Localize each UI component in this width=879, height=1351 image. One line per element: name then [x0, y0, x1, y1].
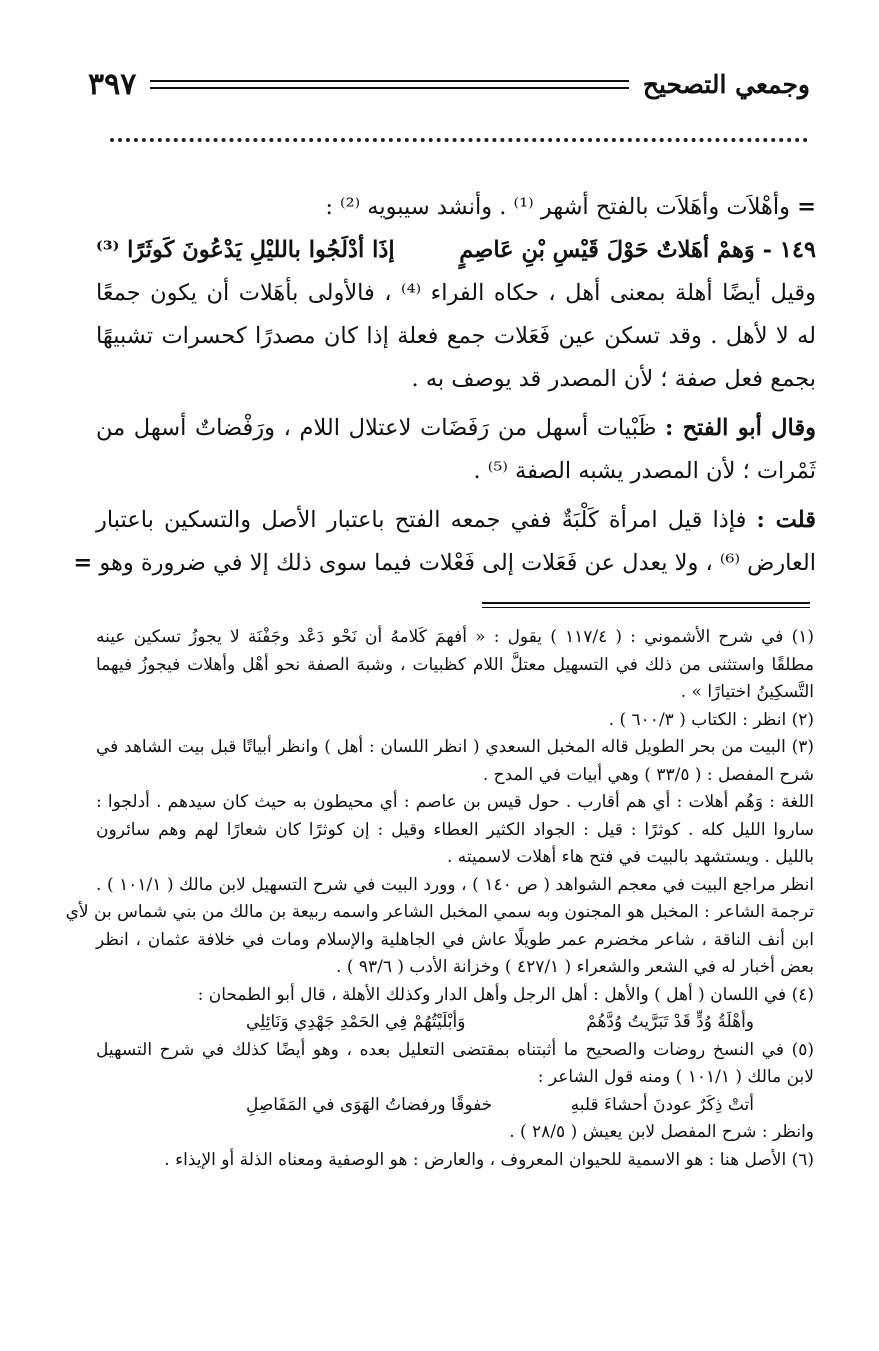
dotted-separator: [110, 138, 808, 142]
footnote-line: بعض أخبار له في الشعر والشعراء ( ٤٢٧/١ ) وخزانة الأدب ( ٩٣/٦ ) .: [336, 957, 814, 977]
text-line: = وأهْلاَت وأهَلاَت بالفتح أشهر ⁽¹⁾ . وأنشد سيبويه ⁽²⁾ :: [325, 194, 816, 220]
footnote-line: انظر مراجع البيت في معجم الشواهد ( ص ١٤٠ ) ، وورد البيت في شرح التسهيل لابن مالك ( ١٠١/١ ) .: [96, 874, 815, 895]
verse-second-hemistich: إذَا أدْلَجُوا بالليْلِ يَدْعُونَ كَوثَرًا ⁽³⁾: [96, 237, 395, 263]
footnote-line: ترجمة الشاعر : المخبل هو المجنون وبه سمي المخبل الشاعر واسمه ربيعة بن مالك من بني شماس بن لأي: [65, 902, 814, 922]
text-line: وقال أبو الفتح : ظَبْيات أسهل من رَفَضَات لاعتلال اللام ، ورَفْضاتٌ أسهل من: [96, 415, 817, 441]
continuation-mark: =: [797, 194, 816, 220]
footnote-line: (١) في شرح الأشموني : ( ١١٧/٤ ) يقول : « أفهمَ كَلامهُ أن نَحْو دَعْد وجَفْنَة لا يجوزُ تسكين عينه: [96, 627, 815, 647]
verse-number: ١٤٩ -: [762, 237, 816, 263]
footnote-line: (٤) في اللسان ( أهل ) والأهل : أهل الرجل وأهل الدار وكذلك الأهلة ، قال أبو الطمحان :: [197, 984, 814, 1005]
main-text: [73, 186, 817, 585]
footnote-verse-first: وأهْلَةُ وُدٍّ قَدْ تَبَرَّيتُ وُدَّهُمْ: [586, 1012, 754, 1032]
running-title: وجمعي التصحيح: [642, 69, 810, 99]
footnote-line: (٦) الأصل هنا : هو الاسمية للحيوان المعروف ، والعارض : هو الوصفية ومعناه الذلة أو الإيذاء .: [164, 1149, 814, 1170]
footnote-line: وانظر : شرح المفصل لابن يعيش ( ٢٨/٥ ) .: [509, 1122, 814, 1142]
speaker-label: قلت :: [756, 507, 816, 533]
footnote-verse: [96, 1009, 814, 1037]
footnote-rule: [482, 602, 810, 608]
footnote-line: (٢) انظر : الكتاب ( ٦٠٠/٣ ) .: [608, 709, 814, 730]
text-line: وقيل أيضًا أهلة بمعنى أهل ، حكاه الفراء ⁽⁴⁾ ، فالأولى بأهَلات أن يكون جمعًا: [96, 280, 816, 306]
text-line: قلت : فإذا قيل امرأة كَلْبَةٌ ففي جمعه الفتح باعتبار الأصل والتسكين باعتبار: [96, 507, 816, 533]
footnote-line: بالليل . ويستشهد بالبيت في فتح هاء أهلات لاسميته .: [446, 847, 814, 867]
footnote-line: اللغة : وَهُم أهلات : أي هم أقارب . حول قيس بن عاصم : أي محيطون به حيث كان سيدهم . أدلجوا :: [96, 792, 814, 812]
footnote-line: (٥) في النسخ روضات والصحيح ما أثبتناه بمقتضى التعليل بعده ، وهو أيضًا كذلك في شرح التسهيل: [96, 1039, 814, 1060]
page-number: ٣٩٧: [88, 66, 137, 102]
speaker-label: وقال أبو الفتح :: [665, 415, 817, 441]
footnote-verse-second: وَأبْلَيْتُهُمْ فِي الحَمْدِ جَهْدِي وَنَائِلِي: [246, 1012, 466, 1032]
footnote-verse: [96, 1092, 814, 1120]
text-line: ثَمْرات ؛ لأن المصدر يشبه الصفة ⁽⁵⁾ .: [473, 458, 816, 484]
text-line: بجمع فعل صفة ؛ لأن المصدر قد يوصف به .: [411, 366, 816, 392]
text-line: له لا لأهل . وقد تسكن عين فَعَلات جمع فعلة إذا كان مصدرًا كحسرات تشبيهًا: [96, 323, 816, 349]
footnote-line: شرح المفصل : ( ٣٣/٥ ) وهي أبيات في المدح .: [482, 764, 814, 785]
footnote-line: (٣) البيت من بحر الطويل قاله المخبل السعدي ( انظر اللسان : أهل ) وانظر أبياتًا قبل بيت الشاهد في: [96, 737, 814, 757]
footnote-verse-first: أتتْ ذِكَرٌ عودنَ أحشاءَ قلبهِ: [570, 1094, 754, 1115]
footnote-line: لابن مالك ( ١٠١/١ ) ومنه قول الشاعر :: [537, 1067, 814, 1087]
continuation-mark: =: [73, 550, 93, 576]
verse-149: [96, 229, 816, 272]
footnote-line: ابن أنف الناقة ، شاعر مخضرم عمر طويلًا عاش في الجاهلية والإسلام ومات في خلافة عثمان ، انظر: [96, 929, 814, 950]
footnote-line: ساروا الليل كله . كوثرًا : قيل : الجواد الكثير العطاء وقيل : إن كوثرًا كان شعارًا لهم وهم سائرون: [96, 819, 814, 840]
footnote-verse-second: خفوقًا ورفضاتُ الهَوَى في المَفَاصِلِ: [246, 1094, 493, 1115]
footnote-line: مطلقًا واستثنى من ذلك في التسهيل معتلَّ اللام كظبيات ، وشبهَ الصفة نحو أهْل وأهلات فيجوزُ فيهما: [96, 654, 814, 675]
header-rule: [150, 80, 628, 89]
footnote-line: التَّسكِينُ اختيارًا » .: [680, 682, 814, 702]
footnotes: [65, 624, 815, 1174]
page-header: [88, 62, 810, 106]
text-line: العارض ⁽⁶⁾ ، ولا يعدل عن فَعَلات إلى فَعْلات فيما سوى ذلك إلا في ضرورة وهو =: [73, 550, 816, 576]
verse-first-hemistich: وَهمْ أهَلاتٌ حَوْلَ قَيْسِ بْنِ عَاصِمٍ: [459, 237, 755, 263]
